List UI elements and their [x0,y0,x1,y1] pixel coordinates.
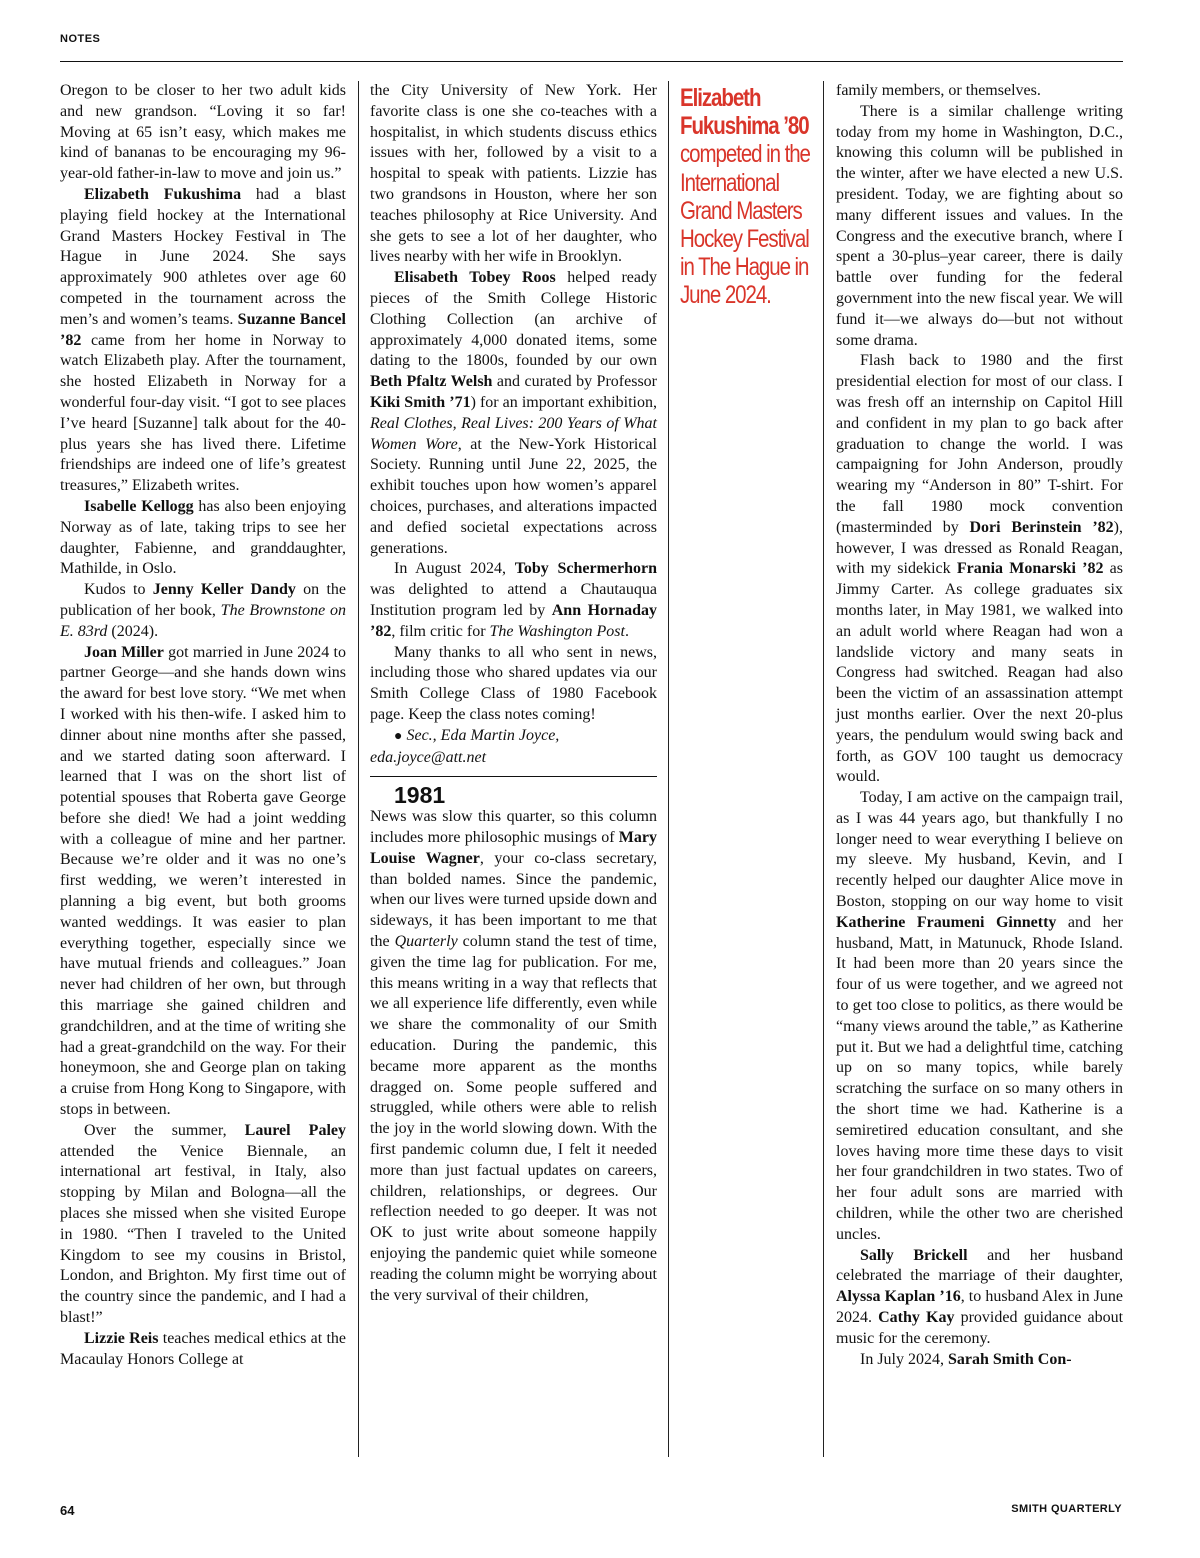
class-heading-rule [370,776,657,777]
bold-name: Joan Miller [84,643,164,661]
pull-quote [680,84,811,310]
paragraph: Over the summer, Laurel Paley attended the Venice Biennale, an international art festival, in Italy, also stopping by Milan and Bologna—all the places she missed when she visited Europe in 1980. “Then I traveled to the United Kingdom to see my cousins in Bristol, London, and Brighton. My first time out of the country since the pandemic, and I had a blast!” [60,1121,346,1327]
bold-name: Dori Berinstein ’82 [969,518,1114,536]
paragraph: Today, I am active on the campaign trail, as I was 44 years ago, but thankfully I no longer need to wear everything I believe on my sleeve. My husband, Kevin, and I recently helped our daughter Alice move in Boston, stopping on our way home to visit Katherine Fraumeni Ginnetty and her husband, Matt, in Matunuck, Rhode Island. It had been more than 20 years since the four of us were together, and we agreed not to get too close to politics, as there would be “many views around the table,” as Katherine put it. But we had a delightful time, catching up on so many topics, while barely scratching the surface on so many others in the short time we had. Katherine is a semiretired education consultant, and she loves having more time these days to visit her four grandchildren in two states. Two of her four adult sons are married with children, while the other two are cherished uncles. [836,789,1123,1243]
bold-name: Sally Brickell [860,1246,968,1264]
bold-name: Ann Hornaday ’82 [370,601,657,640]
bold-name: Toby Schermerhorn [514,560,657,578]
paragraph: family members, or themselves. [836,82,1041,99]
column-divider [823,81,824,1457]
column-3 [836,81,1123,1370]
secretary-signature: ● Sec., Eda Martin Joyce, eda.joyce@att.net [370,726,560,766]
bold-name: Alyssa Kaplan ’16 [836,1288,961,1306]
paragraph: Many thanks to all who sent in news, including those who shared updates via our Smith College Class of 1980 Facebook page. Keep the class notes coming! [370,643,657,723]
bold-name: Cathy Kay [878,1309,955,1327]
paragraph: Joan Miller got married in June 2024 to partner George—and she hands down wins the award for best love story. “We met when I worked with his then-wife. I asked him to dinner about nine months after she passed, and we started dating soon afterward. I learned that I was on the short list of potential spouses that Roberta gave George before she died! We had a joint wedding with a colleague of mine and her partner. Because we’re older and it was no one’s first wedding, we weren’t interested in planning a big event, but both grooms wanted weddings. It was easier to plan everything together, especially since we have mutual friends and colleagues.” Joan never had children of her own, but through this marriage she gained children and grandchildren, and at the time of writing she had a great-grandchild on the way. For their honeymoon, she and George plan on taking a cruise from Hong Kong to Singapore, with stops in between. [60,643,346,1119]
publication-name: SMITH QUARTERLY [1011,1503,1122,1515]
paragraph: There is a similar challenge writing today from my home in Washington, D.C., knowing this column will be published in the winter, after we have elected a new U.S. president. Today, we are fighting about so many different issues and values. In the Congress and the executive branch, where I spent a 30-plus–year career, there is daily battle over funding for the federal government into the new fiscal year. We will fund it—we always do—but not without some drama. [836,102,1123,349]
paragraph: Isabelle Kellogg has also been enjoying Norway as of late, taking trips to see her daughter, Fabienne, and granddaughter, Mathilde, in Oslo. [60,497,347,578]
paragraph: the City University of New York. Her favorite class is one she co-teaches with a hospitalist, in which students discuss ethics issues with her, followed by a visit to a hospital to speak with patients. Lizzie has two grandsons in Houston, where her son teaches philosophy at Rice University. And she gets to see a lot of her daughter, who lives nearby with her wife in Brooklyn. [370,82,657,266]
paragraph: In July 2024, Sarah Smith Con- [860,1350,1072,1368]
paragraph: Elisabeth Tobey Roos helped ready pieces of the Smith College Historic Clothing Collection (an archive of approximately 4,000 donated items, some dating to the 1800s, founded by our own Beth Pfaltz Welsh and curated by Professor Kiki Smith ’71) for an important exhibition, Real Clothes, Real Lives: 200 Years of What Women Wore, at the New-York Historical Society. Running until June 22, 2025, the exhibit touches upon how women’s apparel choices, purchases, and alterations impacted and defied societal expectations across generations. [370,269,657,557]
bold-name: Laurel Paley [244,1121,346,1139]
pull-quote-year: ’80 [783,112,809,141]
book-title: The Brownstone on E. 83rd [60,601,346,640]
page-number: 64 [60,1503,75,1518]
column-divider [668,81,669,1457]
bold-name: Frania Monarski ’82 [956,560,1104,578]
paragraph: Oregon to be closer to her two adult kids and new grandson. “Loving it so far! Moving at 65 isn’t easy, which makes me kind of bananas to be encouraging my 96-year-old father-in-law to move and join us.” [60,82,346,183]
publication-title: Quarterly [394,933,458,951]
exhibition-title: Real Clothes, Real Lives: 200 Years of What Women Wore [370,414,657,453]
publication-title: The Washington Post [489,622,625,640]
column-divider [358,81,359,1457]
header-rule [60,61,1123,62]
paragraph: Sally Brickell and her husband celebrated the marriage of their daughter, Alyssa Kaplan ’16, to husband Alex in June 2024. Cathy Kay provided guidance about music for the ceremony. [836,1246,1124,1347]
column-2 [370,81,657,1306]
section-label: NOTES [60,33,101,45]
paragraph: In August 2024, Toby Schermerhorn was delighted to attend a Chautauqua Institution program led by Ann Hornaday ’82, film critic for The Washington Post. [370,560,657,640]
paragraph: Flash back to 1980 and the first presidential election for most of our class. I was fresh off an internship on Capitol Hill and confident in my plan to go back after graduation to change the world. I was campaigning for John Anderson, proudly wearing my “Anderson in 80” T-shirt. For the fall 1980 mock convention (masterminded by Dori Berinstein ’82), however, I was dressed as Ronald Reagan, with my sidekick Frania Monarski ’82 as Jimmy Carter. As college graduates six months later, in May 1981, we walked into an adult world where Reagan had won a landslide victory and many seats in Congress had switched. Reagan had also been the victim of an assassination attempt just months earlier. Over the next 20-plus years, the pendulum would swing back and forth, as GOV 100 taught us democracy would. [836,352,1124,786]
bold-name: Isabelle Kellogg [84,497,194,515]
secretary-email[interactable]: eda.joyce@att.net [370,748,487,766]
bold-name: Elisabeth Tobey Roos [394,269,556,287]
class-year-heading: 1981 [394,782,446,809]
bold-name: Sarah Smith Con- [948,1350,1072,1368]
paragraph: Lizzie Reis teaches medical ethics at the Macaulay Honors College at [60,1329,346,1368]
bullet-icon: ● [394,728,403,744]
bold-name: Lizzie Reis [84,1329,159,1347]
bold-name: Kiki Smith ’71 [370,393,471,411]
pull-quote-text: competed in the International Grand Masters Hockey Festival in The Hague in June 2024. [680,140,810,310]
bold-name: Suzanne Bancel ’82 [60,310,346,349]
column-1 [60,81,346,1370]
pull-quote-name: Elizabeth Fukushima [680,84,779,141]
paragraph: Elizabeth Fukushima had a blast playing field hockey at the International Grand Masters Hockey Festival in The Hague in June 2024. She says approximately 900 athletes over age 60 competed in the tournament across the men’s and women’s teams. Suzanne Bancel ’82 came from her home in Norway to watch Elizabeth play. After the tournament, she hosted Elizabeth in Norway for a wonderful four-day visit. “I got to see places I’ve heard [Suzanne] talk about for the 40-plus years she has lived there. Lifetime friendships are indeed one of life’s greatest treasures,” Elizabeth writes. [60,185,346,495]
bold-name: Elizabeth Fukushima [84,185,242,203]
bold-name: Mary Louise Wagner [370,829,657,867]
paragraph: News was slow this quarter, so this column includes more philosophic musings of Mary Louise Wagner, your co-class secretary, than bolded names. Since the pandemic, when our lives were turned upside down and sideways, it has been important to me that the Quarterly column stand the test of time, given the time lag for publication. For me, this means writing in a way that reflects that we all experience life differently, even while we share the commonality of our Smith education. During the pandemic, this became more apparent as the months dragged on. Some people suffered and struggled, while others were able to relish the joy in the world slowing down. With the first pandemic column due, I felt it needed more than just factual updates on careers, children, relationships, or degrees. Our reflection needed to go deeper. It was not OK to just write about someone happily enjoying the pandemic quiet while someone reading the column might be worrying about the very survival of their children, [370,808,658,1304]
paragraph: Kudos to Jenny Keller Dandy on the publication of her book, The Brownstone on E. 83rd (2024). [60,581,346,640]
bold-name: Katherine Fraumeni Ginnetty [836,913,1057,931]
bold-name: Beth Pfaltz Welsh [370,373,493,391]
bold-name: Jenny Keller Dandy [152,581,296,599]
